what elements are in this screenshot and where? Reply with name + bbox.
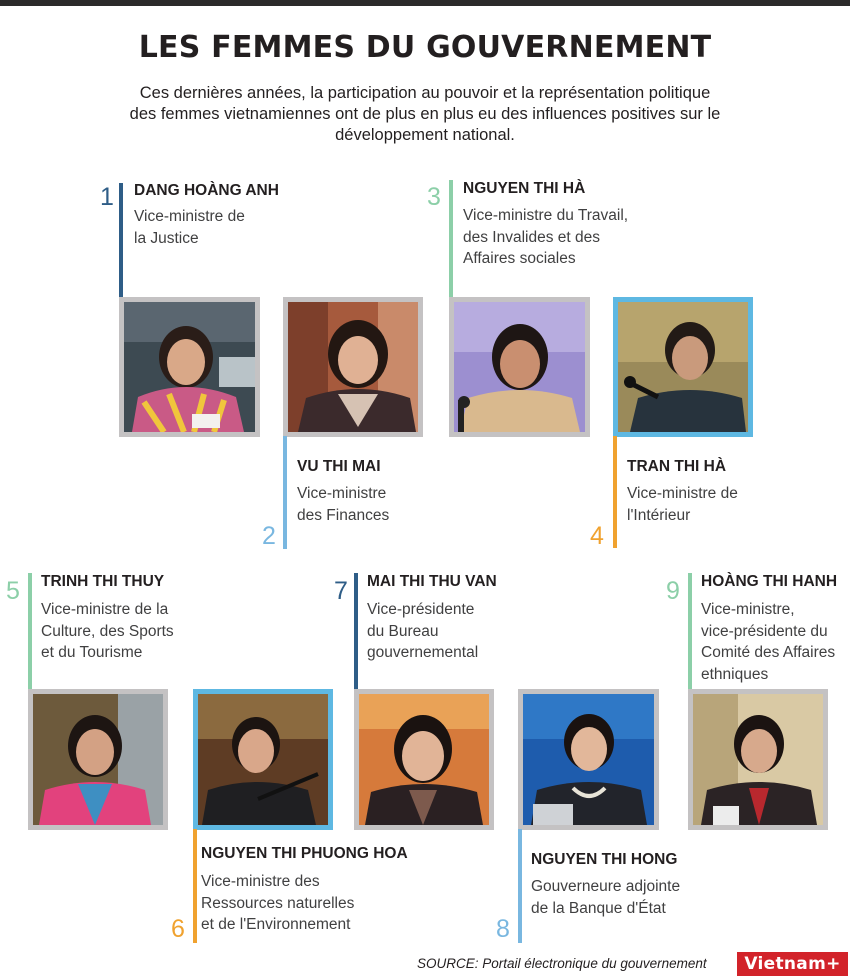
- page-title: LES FEMMES DU GOUVERNEMENT: [138, 30, 712, 65]
- official-2-photo: [283, 297, 423, 437]
- official-5-number: 5: [6, 577, 20, 605]
- official-8-photo: [518, 689, 659, 830]
- official-3-role: Vice-ministre du Travail, des Invalides et des Affaires sociales: [463, 207, 629, 267]
- official-4-name: TRAN THI HÀ: [627, 458, 727, 475]
- official-8-accent-bar: [518, 829, 522, 943]
- official-6-accent-bar: [193, 829, 197, 943]
- subtitle-line: des femmes vietnamiennes ont de plus en plus eu des influences positives sur le: [129, 105, 721, 123]
- official-6-role: Vice-ministre des Ressources naturelles et de l'Environnement: [201, 873, 355, 933]
- official-6-name: NGUYEN THI PHUONG HOA: [201, 845, 408, 862]
- official-8-number: 8: [496, 915, 510, 943]
- official-1-photo: [119, 297, 260, 437]
- official-1-accent-bar: [119, 183, 123, 298]
- official-7-number: 7: [334, 577, 348, 605]
- official-2-accent-bar: [283, 436, 287, 549]
- official-3-photo: [449, 297, 590, 437]
- official-3-name: NGUYEN THI HÀ: [463, 180, 586, 197]
- vietnamplus-logo[interactable]: Vietnam+: [737, 952, 848, 976]
- official-6-number: 6: [171, 915, 185, 943]
- official-1-number: 1: [100, 183, 114, 211]
- official-9-name: HOÀNG THI HANH: [701, 573, 838, 590]
- official-9-accent-bar: [688, 573, 692, 691]
- official-5-role: Vice-ministre de la Culture, des Sports et du Tourisme: [41, 601, 174, 661]
- official-6-photo: [193, 689, 333, 830]
- official-4-role: Vice-ministre de l'Intérieur: [627, 485, 738, 524]
- official-5-accent-bar: [28, 573, 32, 691]
- source-note: SOURCE: Portail électronique du gouvernement: [417, 956, 707, 971]
- official-5-name: TRINH THI THUY: [41, 573, 165, 590]
- official-7-accent-bar: [354, 573, 358, 691]
- page-subtitle: [110, 83, 740, 146]
- official-1-role: Vice-ministre de la Justice: [134, 208, 245, 247]
- official-2-role: Vice-ministre des Finances: [297, 485, 390, 524]
- official-4-photo: [613, 297, 753, 437]
- official-7-role: Vice-présidente du Bureau gouvernemental: [367, 601, 479, 661]
- official-5-photo: [28, 689, 168, 830]
- official-9-photo: [688, 689, 828, 830]
- official-8-role: Gouverneure adjointe de la Banque d'État: [531, 878, 681, 917]
- subtitle-line: développement national.: [335, 126, 515, 144]
- official-1-name: DANG HOÀNG ANH: [134, 182, 279, 199]
- official-9-role: Vice-ministre, vice-présidente du Comité des Affaires ethniques: [701, 601, 836, 683]
- official-4-number: 4: [590, 522, 604, 550]
- official-7-name: MAI THI THU VAN: [367, 573, 497, 590]
- official-8-name: NGUYEN THI HONG: [531, 851, 678, 868]
- official-7-photo: [354, 689, 494, 830]
- official-2-number: 2: [262, 522, 276, 550]
- top-bar: [0, 0, 850, 6]
- subtitle-line: Ces dernières années, la participation au pouvoir et la représentation politique: [139, 84, 711, 102]
- official-2-name: VU THI MAI: [297, 458, 381, 475]
- official-4-accent-bar: [613, 436, 617, 548]
- official-3-number: 3: [427, 183, 441, 211]
- official-9-number: 9: [666, 577, 680, 605]
- official-3-accent-bar: [449, 180, 453, 298]
